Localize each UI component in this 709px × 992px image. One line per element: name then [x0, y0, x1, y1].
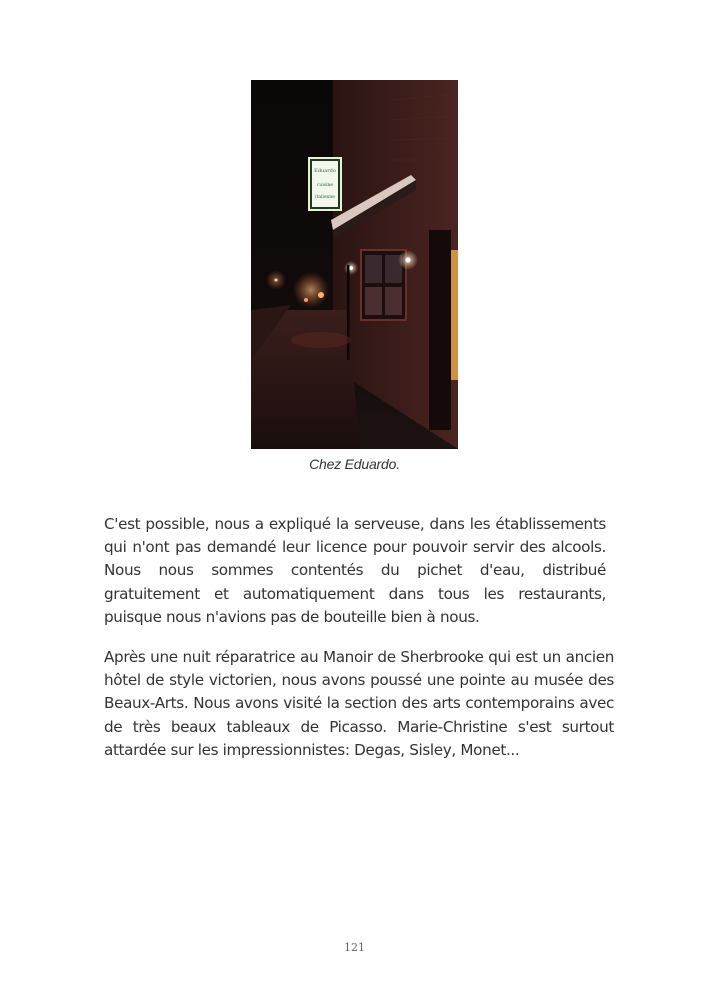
photo-caption: Chez Eduardo.	[309, 456, 400, 472]
paragraph-1: C'est possible, nous a expliqué la serveuse, dans les établissements qui n'ont pas demandé leur licence pour pouvoir servir des alcools. Nous nous sommes contentés du pichet d'eau, distribué gratuitement et automatiquement dans tous les restaurants, puisque nous n'avions pas de bouteille bien à nous.	[104, 515, 606, 626]
page-number: 121	[344, 941, 365, 954]
svg-text:cuisine: cuisine	[316, 183, 334, 188]
paragraph-2: Après une nuit réparatrice au Manoir de Sherbrooke qui est un ancien hôtel de style victorien, nous avons poussé une pointe au musée des Beaux-Arts. Nous avons visité la section des arts contemporains avec de très beaux tableaux de Picasso. Marie-Christine s'est surtout attardée sur les impressionnistes: Degas, Sisley, Monet...	[104, 648, 614, 759]
night-street-illustration	[251, 80, 458, 449]
restaurant-photo	[251, 80, 458, 449]
svg-text:Eduardo: Eduardo	[314, 168, 336, 174]
svg-text:italienne: italienne	[315, 195, 335, 200]
